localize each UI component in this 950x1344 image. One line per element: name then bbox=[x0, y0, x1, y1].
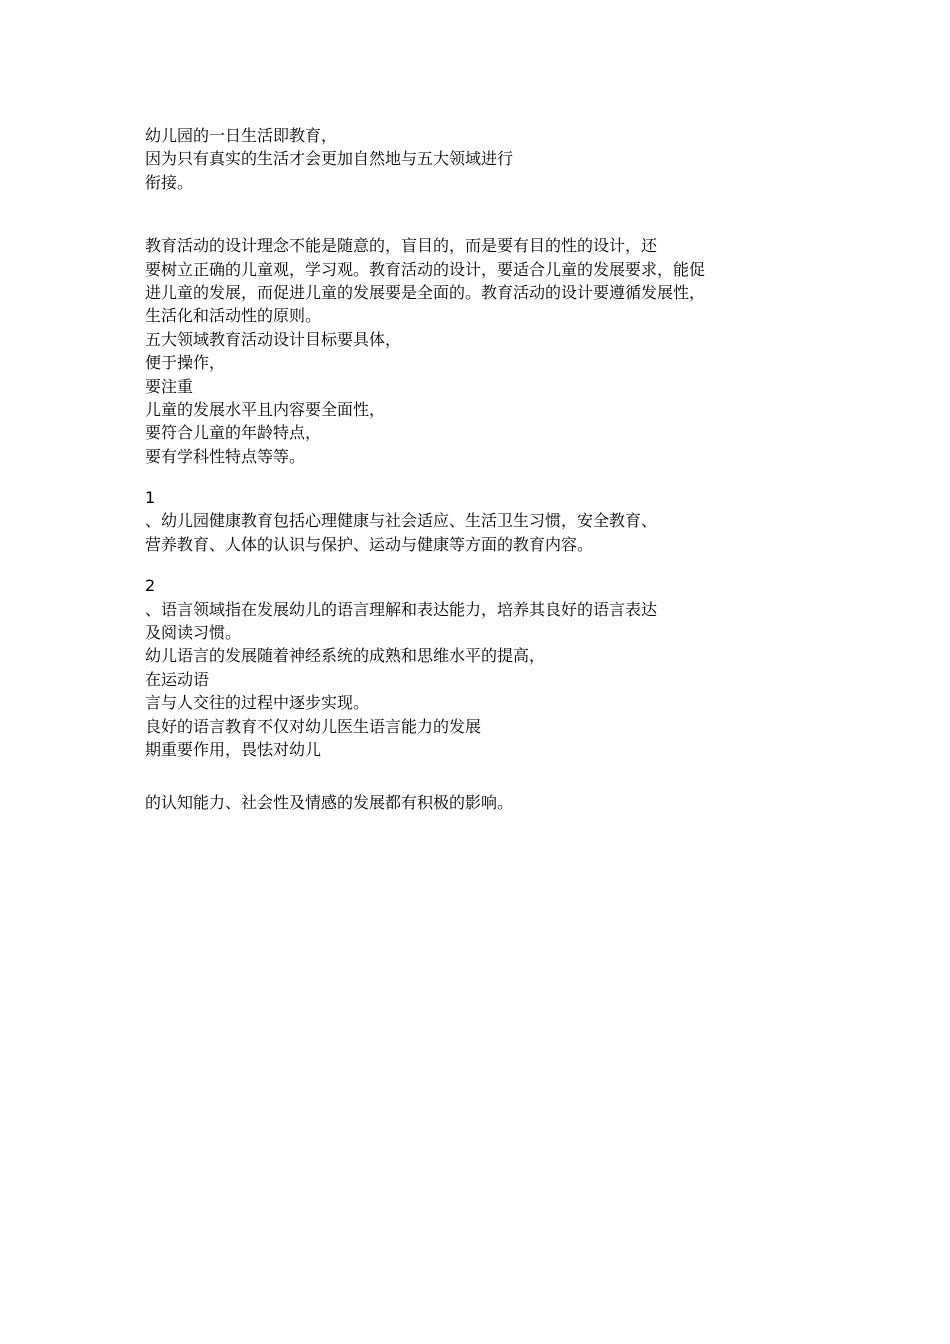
paragraph-intro bbox=[145, 124, 805, 194]
text-line: 幼儿语言的发展随着神经系统的成熟和思维水平的提高， bbox=[145, 646, 546, 666]
paragraph-health-education bbox=[145, 486, 805, 556]
paragraph-design-concept bbox=[145, 234, 805, 468]
text-line: 要树立正确的儿童观，学习观。教育活动的设计，要适合儿童的发展要求，能促 bbox=[145, 259, 706, 279]
text-line: 、幼儿园健康教育包括心理健康与社会适应、生活卫生习惯，安全教育、 bbox=[145, 511, 658, 531]
paragraph-closing bbox=[145, 791, 805, 814]
text-line: 教育活动的设计理念不能是随意的，盲目的，而是要有目的性的设计，还 bbox=[145, 236, 658, 256]
text-line: 及阅读习惯。 bbox=[145, 623, 242, 643]
text-line: 良好的语言教育不仅对幼儿医生语言能力的发展 bbox=[145, 716, 482, 736]
text-line: 、语言领域指在发展幼儿的语言理解和表达能力，培养其良好的语言表达 bbox=[145, 599, 658, 619]
item-number: 2 bbox=[145, 576, 156, 596]
text-line: 生活化和活动性的原则。 bbox=[145, 306, 322, 326]
text-line: 的认知能力、社会性及情感的发展都有积极的影响。 bbox=[145, 793, 514, 813]
text-line: 期重要作用，畏怯对幼儿 bbox=[145, 739, 322, 759]
text-line: 幼儿园的一日生活即教育， bbox=[145, 126, 338, 145]
text-line: 言与人交往的过程中逐步实现。 bbox=[145, 693, 370, 713]
text-line: 要有学科性特点等等。 bbox=[145, 446, 306, 466]
text-line: 儿童的发展水平且内容要全面性， bbox=[145, 399, 386, 419]
text-line: 营养教育、人体的认识与保护、运动与健康等方面的教育内容。 bbox=[145, 534, 594, 554]
paragraph-gap bbox=[145, 194, 805, 234]
text-line: 便于操作， bbox=[145, 353, 226, 373]
paragraph-gap bbox=[145, 761, 805, 791]
text-line: 要符合儿童的年龄特点， bbox=[145, 423, 322, 443]
paragraph-language-domain bbox=[145, 574, 805, 761]
text-line: 进儿童的发展，而促进儿童的发展要是全面的。教育活动的设计要遵循发展性， bbox=[145, 282, 706, 302]
text-line: 五大领域教育活动设计目标要具体， bbox=[145, 329, 402, 349]
item-number: 1 bbox=[145, 488, 156, 508]
document-page bbox=[145, 124, 805, 815]
text-line: 要注重 bbox=[145, 376, 194, 396]
paragraph-gap bbox=[145, 468, 805, 486]
paragraph-gap bbox=[145, 556, 805, 574]
text-line: 在运动语 bbox=[145, 669, 210, 689]
text-line: 因为只有真实的生活才会更加自然地与五大领域进行 bbox=[145, 149, 514, 169]
text-line: 衔接。 bbox=[145, 172, 194, 192]
